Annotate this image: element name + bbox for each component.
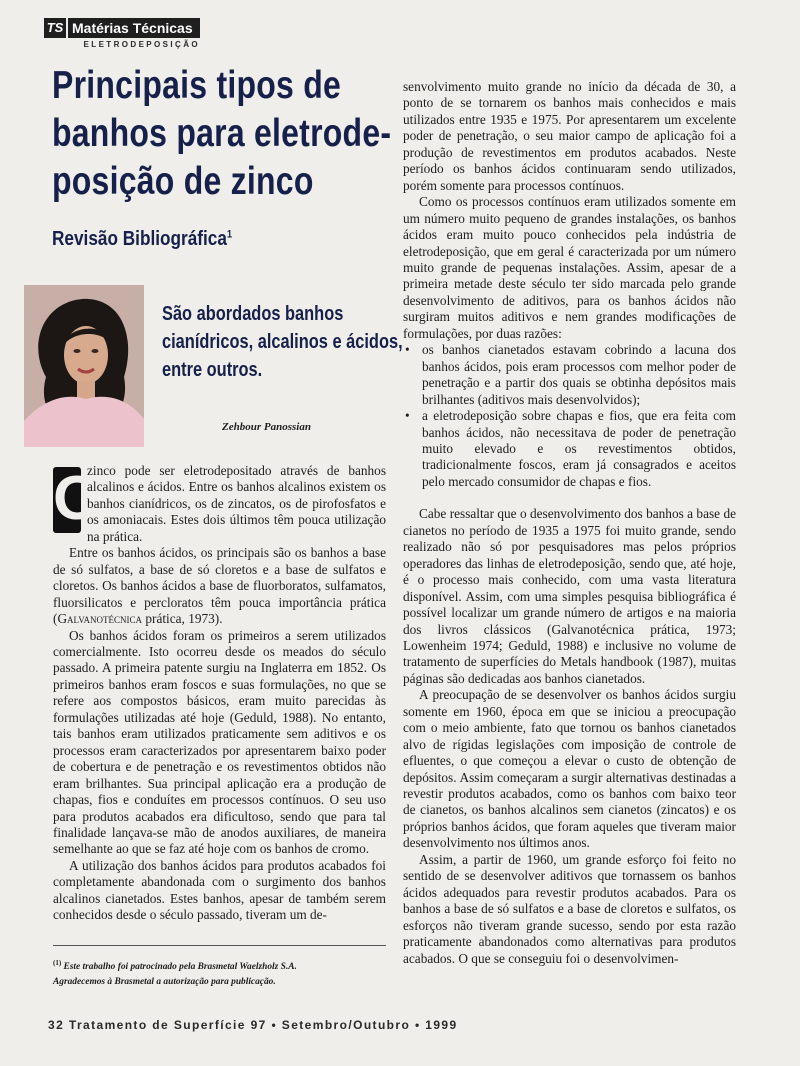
paragraph: Cabe ressaltar que o desenvolvimento dos banhos a base de cianetos no período de 1935 a 1975 foi muito grande, sendo realizado não só por pesquisadores mas pelos próprios operadores das linhas de eletrodeposição, sendo que, até hoje, é o processo mais conhecido, com uma vasta literatura disponível. Assim, com uma simples pesquisa bibliográfica é possível localizar um grande número de artigos e na maioria dos livros clássicos (Galvanotécnica prática, 1973; Lowenheim 1974; Geduld, 1988) e inclusive no volume de tratamento de superfícies do Metals handbook (1987), muitas páginas são dedicadas aos banhos cianetados. xyxy=(403,506,736,686)
bullet-list xyxy=(403,342,736,490)
paragraph: senvolvimento muito grande no início da década de 30, a ponto de se tornarem os banhos mais conhecidos e mais utilizados entre 1935 e 1975. Por apresentarem um excelente poder de penetração, o seu maior campo de aplicação foi a produção de revestimentos em produtos acabados. Neste período os banhos ácidos continuaram sendo utilizados, porém somente para processos contínuos. xyxy=(403,79,736,193)
paragraph: A utilização dos banhos ácidos para produtos acabados foi completamente abandonada com o surgimento dos banhos alcalinos cianetados. Estes banhos, apesar de também serem conhecidos desde o século passado, tiveram um de- xyxy=(53,857,386,923)
lead-line: entre outros. xyxy=(162,359,263,381)
lead-line: cianídricos, alcalinos e ácidos, xyxy=(162,331,403,353)
page-footer: 32 Tratamento de Superfície 97 • Setembro/Outubro • 1999 xyxy=(48,1018,458,1032)
magazine-logo: TS xyxy=(44,18,66,38)
footnote-mark: (1) xyxy=(53,959,62,967)
portrait-image xyxy=(24,285,144,447)
footnote xyxy=(53,956,386,990)
reference-name: Galvanotécnica xyxy=(57,611,143,627)
section-label: Matérias Técnicas xyxy=(68,18,200,38)
article-subtitle xyxy=(52,228,232,251)
paragraph: Como os processos contínuos eram utilizados somente em um número muito pequeno de grandes instalações, os banhos ácidos eram muito pouco conhecidos pela indústria de eletrodeposição, que em geral é caracterizada por um número muito grande de pequenas instalações. Assim, apesar de a primeira metade deste século ter sido marcada pelo grande desenvolvimento de aditivos, para os banhos ácidos não surgiram muitos aditivos e nem grandes modificações de formulações, por duas razões: xyxy=(403,194,736,341)
paragraph: Assim, a partir de 1960, um grande esforço foi feito no sentido de se desenvolver aditivos que tornassem os banhos ácidos adequados para revestir produtos acabados. Para os banhos a base de só sulfatos e a base de cloretos e sulfatos, os esforços não tiveram grande sucesso, sendo por esta razão praticamente abandonados como alternativas para produtos acabados. O que se conseguiu foi o desenvolvimen- xyxy=(403,851,736,966)
spacer xyxy=(403,490,736,506)
paragraph-text: zinco pode ser eletrodepositado através de banhos alcalinos e ácidos. Entre os banhos alcalinos existem os banhos cianídricos, os de zincatos, os de pirofosfatos e os amoniacais. Estes dois últimos têm pouca utilização na prática. xyxy=(87,463,386,544)
article-title xyxy=(52,62,392,206)
title-line: Principais tipos de xyxy=(52,64,342,107)
author-photo xyxy=(24,285,144,447)
lead-line: São abordados banhos xyxy=(162,303,344,325)
footnote-line: Agradecemos à Brasmetal a autorização para publicação. xyxy=(53,977,276,988)
paragraph-text: prática, 1973). xyxy=(142,611,223,627)
title-line: posição de zinco xyxy=(52,160,314,203)
subtitle-text: Revisão Bibliográfica xyxy=(52,228,227,250)
paragraph xyxy=(53,545,386,627)
paragraph: A preocupação de se desenvolver os banhos ácidos surgiu somente em 1960, época em que se iniciou a preocupação com o meio ambiente, fato que tornou os banhos cianetados alvo de rígidas legislações com imposição de controle de efluentes, o que começou a elevar o custo de obtenção de depósitos. Assim começaram a surgir alternativas destinadas a revestir produtos acabados, como os banhos com baixo teor de cianetos, os banhos alcalinos sem cianetos (zincatos) e os próprios banhos ácidos, que foram aqueles que tiveram maior desenvolvimento nos últimos anos. xyxy=(403,687,736,851)
left-column xyxy=(53,463,386,924)
right-column xyxy=(403,79,736,967)
list-item: • a eletrodeposição sobre chapas e fios, que era feita com banhos ácidos, não necessitava de poder de penetração muito elevado e os revestimentos obtidos, tradicionalmente foscos, eram já consagrados e aceitos pelo mercado consumidor de chapas e fios. xyxy=(422,408,736,490)
drop-cap: O xyxy=(53,464,102,533)
footnote-divider xyxy=(53,945,386,946)
list-item: • os banhos cianetados estavam cobrindo a lacuna dos banhos ácidos, pois eram processos com melhor poder de penetração e a partir dos quais se obtinha depósitos mais brilhantes (aditivos mais desenvolvidos); xyxy=(422,342,736,408)
paragraph: Os banhos ácidos foram os primeiros a serem utilizados comercialmente. Isto ocorreu desde os meados do século passado. A primeira patente surgiu na Inglaterra em 1852. Os primeiros banhos eram foscos e suas formulações, no que se refere aos compostos básicos, eram muito parecidas às formulações utilizadas até hoje (Geduld, 1988). No entanto, tais banhos eram utilizados praticamente sem aditivos e os processos eram caracterizados por apresentarem baixo poder de cobertura e de penetração e os revestimentos obtidos não eram brilhantes. Sua principal aplicação era a produção de chapas, fios e conduítes em processos contínuos. O seu uso para produtos acabados era dificultoso, sendo que para tal finalidade lançava-se mão de anodos auxiliares, de maneira semelhante ao que se faz até hoje com os banhos de cromo. xyxy=(53,627,386,857)
footnote-line: Este trabalho foi patrocinado pela Brasmetal Waelzholz S.A. xyxy=(63,962,297,973)
paragraph-text: Entre os banhos ácidos, os principais são os banhos a base de só sulfatos, a base de só cloretos e a base de sulfatos e cloretos. Os banhos ácidos a base de fluorboratos, sulfamatos, fluorsilicatos e percloratos têm pouca importância prática ( xyxy=(53,545,386,627)
subsection-label: ELETRODEPOSIÇÃO xyxy=(83,40,200,49)
title-line: banhos para eletrode- xyxy=(52,112,392,155)
paragraph xyxy=(53,463,386,545)
article-lead xyxy=(162,300,403,384)
author-name: Zehbour Panossian xyxy=(222,421,311,433)
footnote-marker: 1 xyxy=(226,228,233,241)
